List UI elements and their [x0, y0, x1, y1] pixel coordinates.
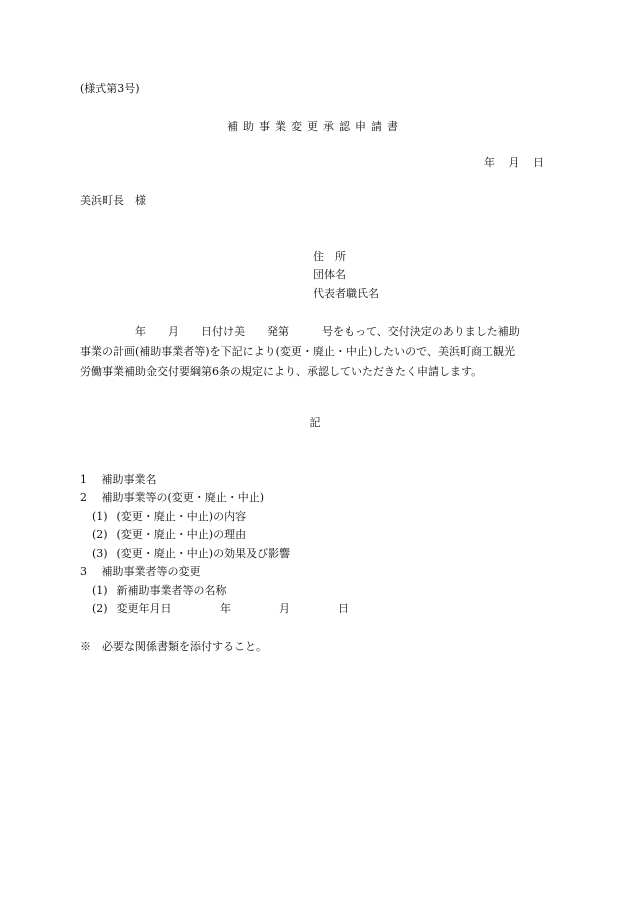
item-number: (2) [92, 528, 108, 541]
item-text: 補助事業等の(変更・廃止・中止) [101, 491, 265, 504]
item-number: 3 [80, 565, 87, 578]
change-date-year: 年 [220, 602, 231, 615]
item-number: (1) [92, 584, 108, 597]
item-3-2 [92, 603, 172, 614]
item-2 [80, 492, 264, 503]
item-number: 2 [80, 491, 87, 504]
item-3 [80, 566, 201, 577]
item-2-1 [92, 511, 246, 522]
date-month: 月 [508, 156, 520, 169]
applicant-organization-label: 団体名 [313, 268, 346, 281]
date-year: 年 [484, 156, 495, 169]
item-3-1 [92, 585, 227, 596]
date-day: 日 [533, 156, 544, 169]
addressee: 美浜町長 様 [80, 194, 146, 207]
item-text: 変更年月日 [116, 602, 172, 615]
applicant-address-label: 住 所 [313, 250, 346, 263]
applicant-representative-label: 代表者職氏名 [313, 287, 379, 300]
item-2-2 [92, 529, 246, 540]
form-number: (様式第3号) [80, 82, 140, 95]
request-body [80, 322, 548, 382]
item-number: 1 [80, 473, 87, 486]
attachment-note: ※ 必要な関係書類を添付すること。 [80, 640, 267, 653]
body-line: 労働事業補助金交付要綱第6条の規定により、承認していただきたく申請します。 [80, 365, 483, 378]
body-line: 事業の計画(補助事業者等)を下記により(変更・廃止・中止)したいので、美浜町商工観光 [80, 345, 515, 358]
item-number: (3) [92, 547, 108, 560]
item-number: (1) [92, 510, 108, 523]
ki-heading: 記 [309, 416, 321, 429]
item-number: (2) [92, 602, 108, 615]
change-date-day: 日 [338, 602, 349, 615]
document-title: 補助事業変更承認申請書 [227, 120, 403, 133]
item-1 [80, 474, 157, 485]
body-line: 年 月 日付け美 発第 号をもって、交付決定のありました補助 [80, 325, 520, 338]
application-date [479, 157, 544, 168]
item-text: 補助事業名 [101, 473, 157, 486]
item-2-3 [92, 548, 290, 559]
item-text: (変更・廃止・中止)の効果及び影響 [116, 547, 291, 560]
item-text: (変更・廃止・中止)の理由 [116, 528, 247, 541]
item-text: 補助事業者等の変更 [101, 565, 201, 578]
item-text: (変更・廃止・中止)の内容 [116, 510, 247, 523]
change-date-month: 月 [279, 602, 290, 615]
item-text: 新補助事業者等の名称 [116, 584, 227, 597]
